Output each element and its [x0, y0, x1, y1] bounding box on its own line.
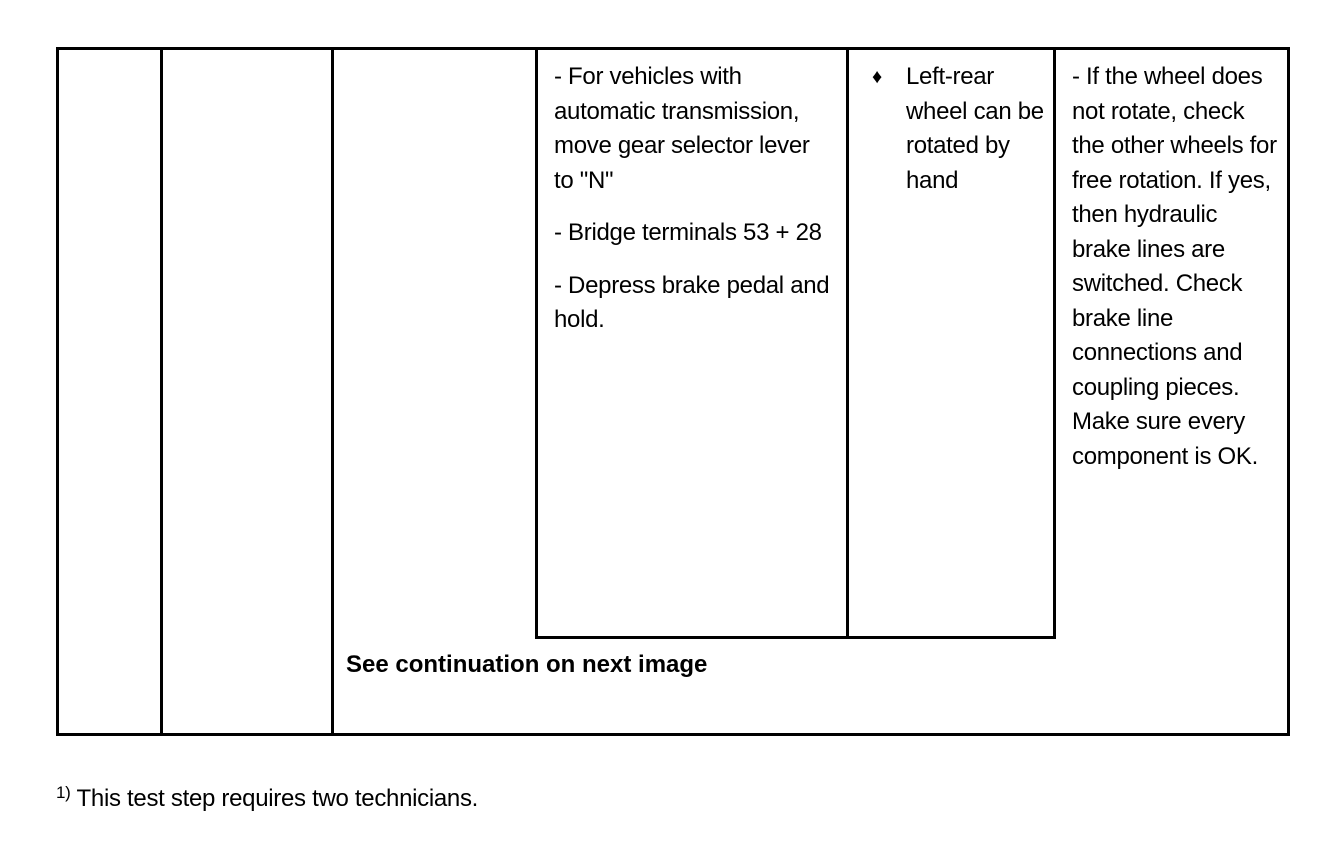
continuation-note: See continuation on next image [346, 651, 708, 678]
footnote [56, 776, 478, 816]
column-divider-3 [535, 47, 538, 639]
procedure-cell [554, 60, 834, 356]
column-divider-5 [1053, 47, 1056, 639]
remedy-cell: - If the wheel does not rotate, check the other wheels for free rotation. If yes, then hydraulic brake lines are switched. Check brake line connections and coupling pieces. Make sure every component is OK. [1072, 63, 1277, 470]
procedure-step: - Bridge terminals 53 + 28 [554, 219, 822, 246]
footnote-marker: 1) [56, 783, 71, 802]
column-divider-4 [846, 47, 849, 639]
column-divider-1 [160, 47, 163, 736]
column-divider-2 [331, 47, 334, 736]
footnote-text: This test step requires two technicians. [76, 785, 479, 812]
diamond-bullet-icon: ♦ [872, 66, 883, 88]
specified-value: Left-rear wheel can be rotated by hand [906, 63, 1044, 194]
procedure-step: - For vehicles with automatic transmission, move gear selector lever to "N" [554, 63, 810, 194]
inner-cells-bottom-border [535, 636, 1056, 639]
procedure-step: - Depress brake pedal and hold. [554, 271, 830, 333]
